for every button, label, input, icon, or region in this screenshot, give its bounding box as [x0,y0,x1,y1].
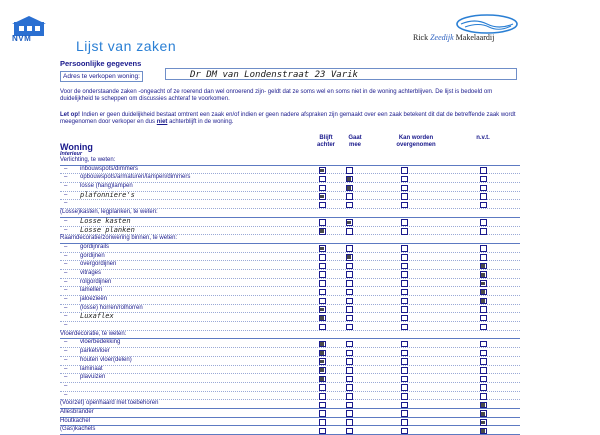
checkbox-col-3[interactable] [480,245,487,252]
checkbox-col-2[interactable] [401,228,408,235]
checkbox-col-0[interactable] [319,219,326,226]
item-row [60,166,520,175]
checkbox-col-3[interactable] [480,228,487,235]
page-title: Lijst van zaken [76,38,177,54]
checkbox-col-0[interactable] [319,315,326,322]
checkbox-col-3[interactable] [480,176,487,183]
checkbox-col-2[interactable] [401,167,408,174]
checkbox-col-2[interactable] [401,271,408,278]
broker-name-last: Makelaardij [455,33,495,42]
item-dash: – [64,322,68,329]
checkbox-col-1[interactable] [346,298,353,305]
checkbox-col-1[interactable] [346,202,353,209]
item-dash: – [64,287,68,294]
item-dash: – [64,191,68,198]
category-label: Verlichting, te weten: [60,157,116,163]
item-row [60,270,520,279]
broker-logo [455,14,519,34]
item-label: rolgordijnen [80,278,112,285]
items-list [60,157,520,435]
checkbox-col-1[interactable] [346,176,353,183]
checkbox-col-2[interactable] [401,185,408,192]
checkbox-col-0[interactable] [319,367,326,374]
checkbox-col-2[interactable] [401,298,408,305]
checkbox-col-1[interactable] [346,410,353,417]
checkbox-col-1[interactable] [346,419,353,426]
category-row [60,157,520,166]
checkbox-col-3[interactable] [480,341,487,348]
checkbox-col-2[interactable] [401,350,408,357]
checkbox-col-3[interactable] [480,271,487,278]
checkbox-col-2[interactable] [401,341,408,348]
broker-name [413,33,494,42]
checkbox-col-2[interactable] [401,254,408,261]
item-row [60,253,520,262]
checkbox-col-3[interactable] [480,358,487,365]
checkbox-col-1[interactable] [346,280,353,287]
column-header-blijft-achter: Blijft achter [316,135,335,148]
item-row [60,296,520,305]
item-row [60,305,520,314]
checkbox-col-2[interactable] [401,176,408,183]
item-dash: – [64,226,68,233]
checkbox-col-2[interactable] [401,193,408,200]
item-row [60,261,520,270]
checkbox-col-1[interactable] [346,324,353,331]
checkbox-col-2[interactable] [401,280,408,287]
checkbox-col-2[interactable] [401,393,408,400]
checkbox-col-3[interactable] [480,350,487,357]
checkbox-col-1[interactable] [346,358,353,365]
item-label: vitrages [80,269,102,276]
checkbox-col-2[interactable] [401,202,408,209]
checkbox-col-0[interactable] [319,228,326,235]
checkbox-col-3[interactable] [480,280,487,287]
woning-heading: Woning [60,142,93,152]
category-label: (Gas)kachels [60,426,96,433]
item-dash: – [64,269,68,276]
item-row [60,287,520,296]
item-dash: – [64,339,68,346]
checkbox-col-2[interactable] [401,376,408,383]
checkbox-col-2[interactable] [401,263,408,270]
item-row [60,392,520,401]
nvm-logo-text: NVM [12,34,32,43]
item-label: losse (hang)lampen [80,183,133,190]
category-row [60,426,520,435]
checkbox-col-0[interactable] [319,289,326,296]
checkbox-col-0[interactable] [319,306,326,313]
item-label: vloerbedekking [80,339,121,346]
checkbox-col-3[interactable] [480,428,487,435]
checkbox-col-1[interactable] [346,245,353,252]
notice-niet: niet [156,118,168,125]
item-dash: – [64,348,68,355]
checkbox-col-2[interactable] [401,384,408,391]
item-dash: – [64,165,68,172]
checkbox-col-1[interactable] [346,289,353,296]
checkbox-col-2[interactable] [401,419,408,426]
checkbox-col-1[interactable] [346,393,353,400]
item-row [60,339,520,348]
checkbox-col-3[interactable] [480,393,487,400]
checkbox-col-1[interactable] [346,254,353,261]
checkbox-col-0[interactable] [319,202,326,209]
category-label: (Voorzet) openhaard met toebehoren [60,400,159,407]
category-label: (Losse)kasten, legplanken, te weten: [60,209,158,216]
checkbox-col-3[interactable] [480,219,487,226]
checkbox-col-3[interactable] [480,367,487,374]
checkbox-col-0[interactable] [319,393,326,400]
checkbox-col-1[interactable] [346,271,353,278]
address-label: Adres te verkopen woning: [60,71,143,82]
notice-paragraph [60,112,520,125]
checkbox-col-3[interactable] [480,298,487,305]
item-dash: – [64,356,68,363]
checkbox-col-2[interactable] [401,219,408,226]
checkbox-col-2[interactable] [401,245,408,252]
checkbox-col-1[interactable] [346,350,353,357]
checkbox-col-3[interactable] [480,402,487,409]
checkbox-col-0[interactable] [319,298,326,305]
checkbox-col-3[interactable] [480,193,487,200]
item-row [60,200,520,209]
checkbox-col-0[interactable] [319,263,326,270]
checkbox-col-0[interactable] [319,402,326,409]
item-label[interactable]: Losse planken [80,225,135,234]
item-row [60,322,520,331]
category-row [60,331,520,340]
checkbox-col-1[interactable] [346,306,353,313]
checkbox-col-1[interactable] [346,376,353,383]
category-label: Houtkachel [60,417,91,424]
item-dash: – [64,174,68,181]
item-dash: – [64,278,68,285]
checkbox-col-0[interactable] [319,185,326,192]
broker-name-first: Rick [413,33,429,42]
category-row [60,400,520,409]
notice-text-b: achterblijft in de woning. [167,118,234,125]
item-label: overgordijnen [80,261,117,268]
checkbox-col-2[interactable] [401,410,408,417]
checkbox-col-0[interactable] [319,167,326,174]
checkbox-col-3[interactable] [480,202,487,209]
intro-paragraph: Voor de onderstaande zaken -ongeacht of ze roerend dan wel onroerend zijn- geldt dat ze soms wel en soms niet in de woning achterblijven. De lijst is bedoeld om duidelijkheid te scheppen om discussies achteraf te voorkomen. [60,89,493,102]
checkbox-col-3[interactable] [480,167,487,174]
checkbox-col-0[interactable] [319,245,326,252]
item-label[interactable]: Luxaflex [80,312,114,321]
interieur-heading: Interieur [60,151,83,157]
item-row [60,357,520,366]
category-row [60,409,520,418]
item-label: gordijnen [80,252,105,259]
item-dash: – [64,296,68,302]
item-label: inbouwspots/dimmers [80,165,139,172]
section-title: Persoonlijke gegevens [60,59,142,68]
item-label: (losse) horren/rolhorren [80,304,143,311]
checkbox-col-2[interactable] [401,428,408,435]
notice-text-a: Indien er geen duidelijkheid bestaat omtrent een zaak en/of indien er geen nadere afspraken zijn gemaakt over een zaak betekent dit dat de betreffende zaak wordt meegenomen door verkoper en dus [60,112,516,125]
checkbox-col-0[interactable] [319,341,326,348]
checkbox-col-3[interactable] [480,376,487,383]
checkbox-col-2[interactable] [401,324,408,331]
item-dash: – [64,243,68,250]
broker-name-italic: Zeedijk [430,33,454,42]
checkbox-col-2[interactable] [401,306,408,313]
checkbox-col-0[interactable] [319,193,326,200]
checkbox-col-1[interactable] [346,402,353,409]
item-dash: – [64,200,68,207]
checkbox-col-3[interactable] [480,185,487,192]
category-label: Allesbrander [60,408,94,415]
checkbox-col-2[interactable] [401,367,408,374]
item-dash: – [64,261,68,268]
item-label[interactable]: Losse kasten [80,216,131,225]
checkbox-col-2[interactable] [401,402,408,409]
item-row [60,348,520,357]
checkbox-col-3[interactable] [480,289,487,296]
checkbox-col-0[interactable] [319,358,326,365]
category-label: Vloerdecoratie, te weten: [60,330,127,337]
checkbox-col-0[interactable] [319,428,326,435]
item-row [60,227,520,236]
item-dash: – [64,365,68,372]
category-row [60,235,520,244]
checkbox-col-0[interactable] [319,410,326,417]
checkbox-col-0[interactable] [319,271,326,278]
item-dash: – [64,382,68,389]
item-row [60,313,520,322]
item-dash: – [64,217,68,224]
column-header-kan-worden-overgenomen: Kan worden overgenomen [396,135,436,148]
checkbox-col-1[interactable] [346,193,353,200]
address-field[interactable]: Dr DM van Londenstraat 23 Varik [165,68,517,80]
checkbox-col-1[interactable] [346,341,353,348]
item-label: opbouwspots/armaturen/lampen/dimmers [80,174,191,181]
checkbox-col-1[interactable] [346,367,353,374]
checkbox-col-0[interactable] [319,176,326,183]
checkbox-col-1[interactable] [346,428,353,435]
item-row [60,366,520,375]
checkbox-col-0[interactable] [319,376,326,383]
column-header-nvt: n.v.t. [476,135,490,141]
item-label: jaloezieën [80,296,108,302]
item-label: laminaat [80,365,103,372]
checkbox-col-1[interactable] [346,185,353,192]
checkbox-col-3[interactable] [480,306,487,313]
item-row [60,192,520,201]
category-label: Raamdecoratie/zonwering binnen, te weten: [60,235,178,242]
item-dash: – [64,183,68,190]
checkbox-col-0[interactable] [319,254,326,261]
checkbox-col-0[interactable] [319,384,326,391]
item-dash: – [64,304,68,311]
item-label[interactable]: plafonniere's [80,190,135,199]
checkbox-col-0[interactable] [319,280,326,287]
column-header-gaat-mee: Gaat mee [348,135,362,148]
item-row [60,374,520,383]
checkbox-col-1[interactable] [346,167,353,174]
checkbox-col-0[interactable] [319,350,326,357]
checkbox-col-3[interactable] [480,315,487,322]
notice-lead: Let op! [60,112,80,118]
item-label: plavuizen [80,374,106,381]
item-row [60,279,520,288]
checkbox-col-3[interactable] [480,254,487,261]
checkbox-col-2[interactable] [401,289,408,296]
checkbox-col-1[interactable] [346,315,353,322]
checkbox-col-3[interactable] [480,419,487,426]
item-dash: – [64,391,68,398]
checkbox-col-3[interactable] [480,410,487,417]
item-dash: – [64,252,68,259]
item-row [60,383,520,392]
checkbox-col-0[interactable] [319,419,326,426]
checkbox-col-1[interactable] [346,219,353,226]
item-label: lamellen [80,287,103,294]
item-dash: – [64,374,68,381]
checkbox-col-2[interactable] [401,315,408,322]
checkbox-col-1[interactable] [346,263,353,270]
checkbox-col-2[interactable] [401,358,408,365]
item-label: parketvloer [80,348,110,355]
item-label: houten vloer(delen) [80,356,132,363]
checkbox-col-3[interactable] [480,263,487,270]
item-row [60,244,520,253]
category-row [60,418,520,427]
checkbox-col-1[interactable] [346,384,353,391]
checkbox-col-0[interactable] [319,324,326,331]
checkbox-col-3[interactable] [480,324,487,331]
checkbox-col-3[interactable] [480,384,487,391]
item-dash: – [64,313,68,320]
item-label: gordijnrails [80,243,110,250]
item-row [60,174,520,183]
checkbox-col-1[interactable] [346,228,353,235]
